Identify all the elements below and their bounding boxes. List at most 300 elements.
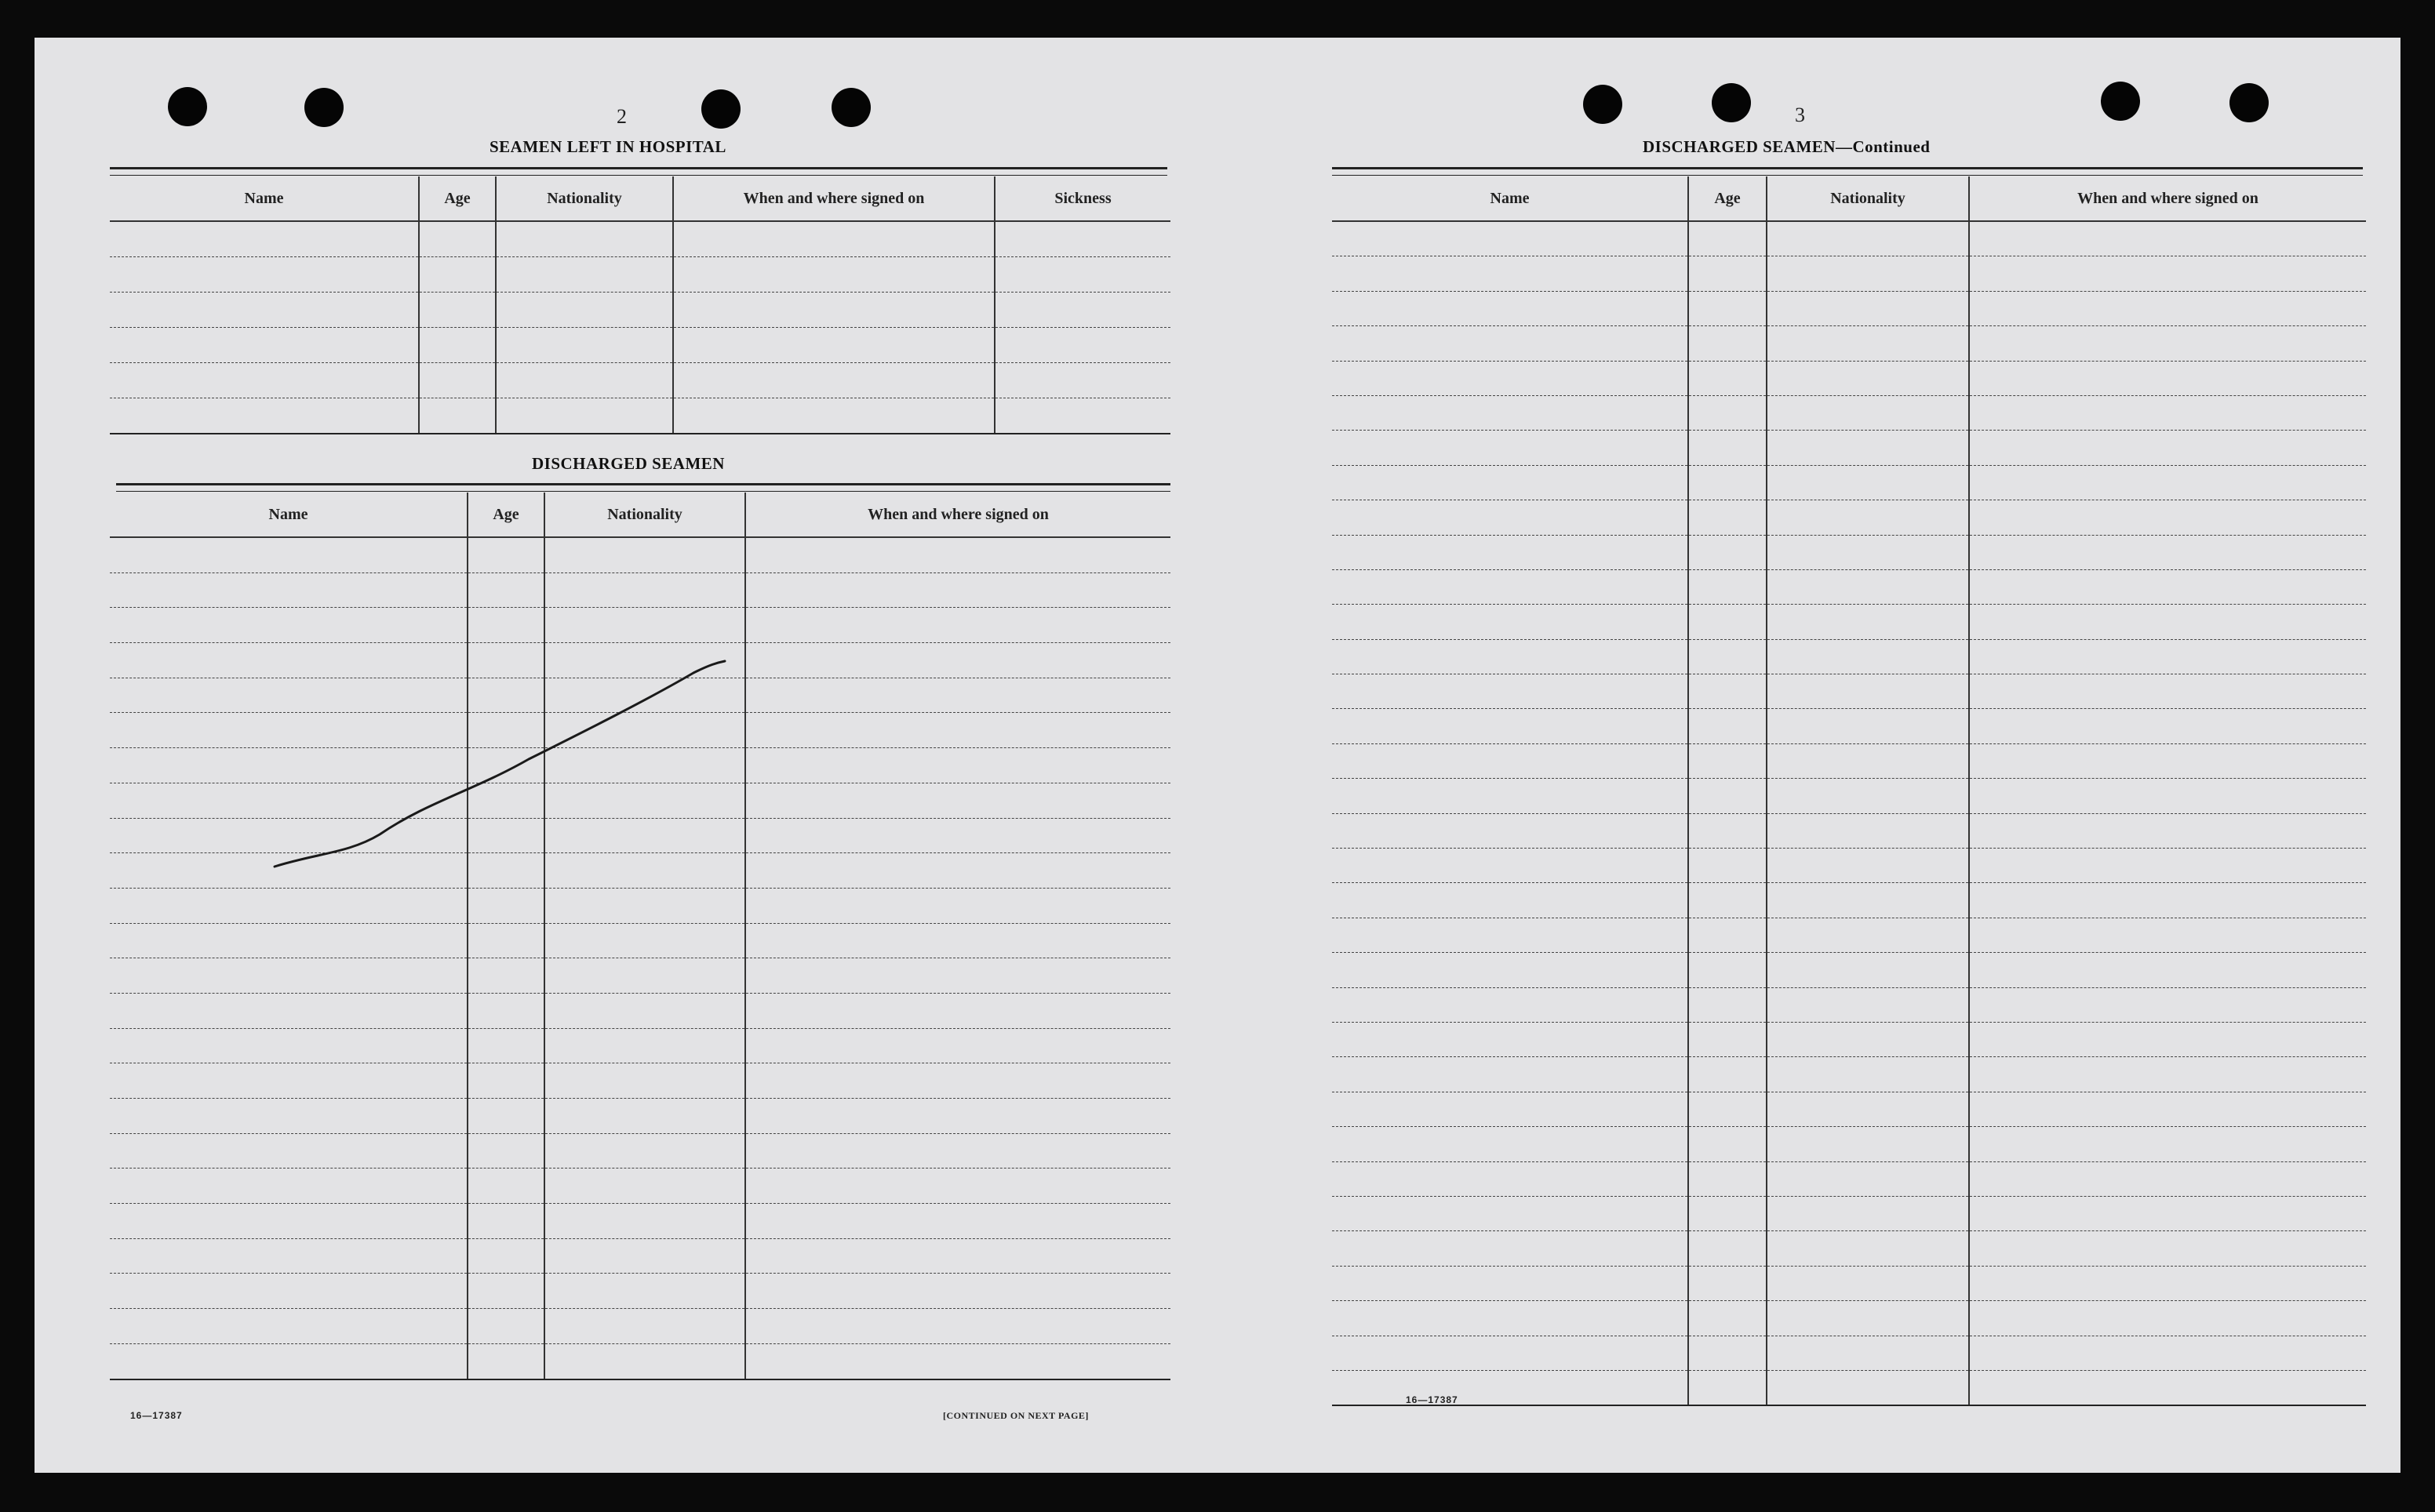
blank-cell [1332, 813, 1688, 848]
blank-entry-row [1332, 1161, 2366, 1196]
blank-cell [544, 958, 745, 994]
blank-cell [1969, 256, 2366, 291]
blank-cell [110, 1063, 468, 1099]
blank-cell [1688, 1370, 1767, 1405]
blank-entry-row [1332, 431, 2366, 465]
punch-hole [304, 88, 344, 127]
double-rule [116, 483, 1170, 492]
blank-cell [1688, 1057, 1767, 1092]
blank-entry-row [110, 818, 1170, 853]
blank-cell [745, 643, 1170, 678]
blank-cell [1767, 361, 1969, 395]
blank-cell [745, 923, 1170, 958]
column-header-age: Age [1688, 176, 1767, 221]
blank-cell [1688, 256, 1767, 291]
blank-cell [468, 678, 544, 713]
blank-cell [419, 257, 496, 293]
blank-cell [673, 328, 995, 363]
column-header-sickness: Sickness [995, 176, 1170, 221]
blank-cell [1688, 709, 1767, 743]
blank-cell [1688, 395, 1767, 430]
column-header-age: Age [419, 176, 496, 221]
blank-cell [1332, 1370, 1688, 1405]
blank-cell [1969, 395, 2366, 430]
blank-cell [1688, 361, 1767, 395]
blank-cell [544, 537, 745, 572]
blank-cell [1969, 1301, 2366, 1336]
blank-cell [1332, 1161, 1688, 1196]
blank-cell [745, 783, 1170, 818]
blank-cell [995, 221, 1170, 257]
blank-cell [995, 328, 1170, 363]
discharged-table [110, 492, 1170, 1380]
blank-cell [110, 1343, 468, 1379]
blank-entry-row [1332, 1336, 2366, 1370]
blank-cell [110, 713, 468, 748]
blank-cell [110, 398, 419, 434]
punch-hole [168, 87, 207, 126]
blank-cell [1969, 1127, 2366, 1161]
blank-cell [468, 1063, 544, 1099]
blank-cell [1332, 605, 1688, 639]
blank-entry-row [1332, 326, 2366, 361]
blank-entry-row [110, 608, 1170, 643]
blank-entry-row [110, 398, 1170, 434]
blank-cell [1688, 918, 1767, 952]
blank-entry-row [110, 888, 1170, 923]
blank-entry-row [1332, 1266, 2366, 1300]
blank-entry-row [1332, 953, 2366, 987]
blank-entry-row [110, 1204, 1170, 1239]
column-header-name: Name [110, 176, 419, 221]
blank-entry-row [1332, 1092, 2366, 1126]
blank-cell [745, 1309, 1170, 1344]
blank-entry-row [110, 993, 1170, 1028]
blank-cell [1332, 743, 1688, 778]
blank-cell [1688, 1336, 1767, 1370]
blank-cell [1969, 918, 2366, 952]
blank-entry-row [110, 783, 1170, 818]
blank-entry-row [110, 958, 1170, 994]
blank-cell [1688, 674, 1767, 709]
blank-cell [468, 643, 544, 678]
blank-cell [745, 608, 1170, 643]
blank-entry-row [1332, 743, 2366, 778]
blank-cell [110, 1274, 468, 1309]
blank-cell [1767, 1196, 1969, 1230]
blank-cell [1969, 674, 2366, 709]
blank-cell [1688, 1161, 1767, 1196]
blank-cell [1969, 500, 2366, 535]
blank-cell [745, 1063, 1170, 1099]
blank-cell [1332, 953, 1688, 987]
column-header-name: Name [110, 492, 468, 537]
blank-entry-row [1332, 883, 2366, 918]
blank-cell [745, 1099, 1170, 1134]
blank-cell [1332, 779, 1688, 813]
blank-cell [544, 783, 745, 818]
blank-cell [496, 398, 673, 434]
blank-cell [745, 537, 1170, 572]
column-header-nationality: Nationality [496, 176, 673, 221]
blank-cell [110, 853, 468, 889]
blank-cell [1969, 465, 2366, 500]
blank-entry-row [1332, 1057, 2366, 1092]
blank-cell [745, 1169, 1170, 1204]
blank-cell [1767, 849, 1969, 883]
blank-entry-row [1332, 1301, 2366, 1336]
blank-cell [1332, 465, 1688, 500]
blank-cell [110, 748, 468, 783]
blank-entry-row [110, 572, 1170, 608]
blank-cell [468, 888, 544, 923]
blank-entry-row [1332, 569, 2366, 604]
punch-hole [1583, 85, 1622, 124]
blank-cell [1767, 1022, 1969, 1056]
blank-cell [110, 1238, 468, 1274]
blank-cell [110, 572, 468, 608]
blank-cell [1969, 849, 2366, 883]
blank-cell [1332, 221, 1688, 256]
blank-cell [544, 1309, 745, 1344]
punch-hole [2101, 82, 2140, 121]
blank-cell [468, 783, 544, 818]
blank-entry-row [1332, 535, 2366, 569]
blank-cell [544, 818, 745, 853]
blank-cell [1767, 953, 1969, 987]
hospital-section-title: SEAMEN LEFT IN HOSPITAL [490, 137, 726, 156]
blank-cell [1767, 1370, 1969, 1405]
blank-cell [1688, 1231, 1767, 1266]
blank-cell [1767, 256, 1969, 291]
right-page [1218, 38, 2400, 1473]
blank-cell [1688, 431, 1767, 465]
column-header-nationality: Nationality [544, 492, 745, 537]
blank-cell [745, 853, 1170, 889]
blank-cell [1332, 709, 1688, 743]
blank-cell [544, 993, 745, 1028]
blank-cell [1969, 953, 2366, 987]
double-rule [110, 167, 1167, 176]
blank-entry-row [1332, 1127, 2366, 1161]
blank-cell [468, 1133, 544, 1169]
blank-cell [1767, 779, 1969, 813]
blank-cell [1332, 849, 1688, 883]
blank-cell [745, 958, 1170, 994]
blank-cell [468, 572, 544, 608]
blank-entry-row [1332, 465, 2366, 500]
blank-cell [468, 958, 544, 994]
blank-cell [745, 818, 1170, 853]
blank-cell [745, 1274, 1170, 1309]
blank-cell [745, 572, 1170, 608]
blank-entry-row [1332, 221, 2366, 256]
blank-cell [496, 293, 673, 328]
blank-cell [1332, 639, 1688, 674]
blank-cell [1767, 987, 1969, 1022]
blank-cell [544, 572, 745, 608]
blank-entry-row [110, 853, 1170, 889]
blank-cell [496, 221, 673, 257]
blank-cell [1969, 361, 2366, 395]
blank-cell [1332, 1231, 1688, 1266]
blank-cell [1767, 535, 1969, 569]
blank-entry-row [110, 363, 1170, 398]
blank-cell [1332, 1266, 1688, 1300]
blank-cell [110, 608, 468, 643]
blank-cell [544, 1028, 745, 1063]
blank-cell [1688, 605, 1767, 639]
blank-cell [468, 923, 544, 958]
blank-cell [1969, 987, 2366, 1022]
blank-cell [1767, 1161, 1969, 1196]
blank-cell [1332, 1022, 1688, 1056]
discharged-section-title: DISCHARGED SEAMEN [532, 454, 725, 473]
blank-cell [1969, 709, 2366, 743]
blank-cell [110, 818, 468, 853]
blank-entry-row [110, 1169, 1170, 1204]
blank-entry-row [110, 748, 1170, 783]
blank-cell [1332, 1301, 1688, 1336]
blank-cell [1767, 709, 1969, 743]
punch-hole [701, 89, 741, 129]
blank-cell [1332, 883, 1688, 918]
blank-cell [468, 1309, 544, 1344]
blank-cell [745, 1343, 1170, 1379]
blank-cell [419, 221, 496, 257]
blank-cell [745, 993, 1170, 1028]
blank-cell [1332, 256, 1688, 291]
blank-cell [1332, 1092, 1688, 1126]
blank-cell [468, 993, 544, 1028]
blank-entry-row [110, 1309, 1170, 1344]
blank-cell [1688, 743, 1767, 778]
blank-cell [419, 363, 496, 398]
blank-cell [544, 923, 745, 958]
blank-cell [1688, 465, 1767, 500]
blank-cell [419, 328, 496, 363]
blank-entry-row [1332, 639, 2366, 674]
blank-cell [1688, 987, 1767, 1022]
blank-cell [1969, 1022, 2366, 1056]
blank-entry-row [1332, 1196, 2366, 1230]
blank-entry-row [110, 643, 1170, 678]
blank-cell [1332, 1336, 1688, 1370]
blank-cell [1969, 639, 2366, 674]
blank-entry-row [1332, 1231, 2366, 1266]
blank-entry-row [1332, 987, 2366, 1022]
blank-cell [468, 608, 544, 643]
blank-cell [1969, 813, 2366, 848]
blank-entry-row [110, 1133, 1170, 1169]
blank-cell [1688, 1127, 1767, 1161]
blank-cell [544, 853, 745, 889]
blank-cell [110, 888, 468, 923]
blank-cell [1767, 221, 1969, 256]
blank-cell [1688, 569, 1767, 604]
blank-cell [544, 1238, 745, 1274]
blank-cell [468, 1169, 544, 1204]
column-header-name: Name [1332, 176, 1688, 221]
blank-cell [1767, 918, 1969, 952]
blank-cell [1688, 1196, 1767, 1230]
blank-cell [1767, 291, 1969, 325]
blank-cell [745, 748, 1170, 783]
blank-cell [1688, 779, 1767, 813]
blank-cell [745, 888, 1170, 923]
blank-cell [995, 293, 1170, 328]
blank-cell [544, 643, 745, 678]
blank-cell [745, 1028, 1170, 1063]
blank-cell [1969, 779, 2366, 813]
blank-cell [1332, 395, 1688, 430]
blank-cell [468, 1099, 544, 1134]
blank-cell [995, 363, 1170, 398]
blank-cell [496, 328, 673, 363]
double-rule [1332, 167, 2363, 176]
discharged-continued-title-text: DISCHARGED SEAMEN [1643, 137, 1836, 156]
blank-cell [1767, 395, 1969, 430]
blank-cell [1969, 605, 2366, 639]
blank-cell [110, 993, 468, 1028]
blank-cell [1767, 743, 1969, 778]
blank-cell [1332, 1057, 1688, 1092]
blank-cell [110, 1309, 468, 1344]
blank-cell [1332, 500, 1688, 535]
blank-entry-row [1332, 605, 2366, 639]
punch-hole [2229, 83, 2269, 122]
blank-cell [544, 1099, 745, 1134]
blank-cell [1767, 639, 1969, 674]
blank-cell [1767, 326, 1969, 361]
blank-cell [1688, 535, 1767, 569]
column-header-signed-on: When and where signed on [1969, 176, 2366, 221]
blank-entry-row [1332, 1370, 2366, 1405]
blank-entry-row [110, 537, 1170, 572]
blank-cell [468, 1028, 544, 1063]
blank-cell [468, 1238, 544, 1274]
blank-cell [1767, 431, 1969, 465]
blank-cell [544, 748, 745, 783]
blank-cell [673, 257, 995, 293]
blank-cell [110, 1133, 468, 1169]
blank-cell [110, 643, 468, 678]
blank-cell [1332, 361, 1688, 395]
blank-entry-row [1332, 256, 2366, 291]
blank-cell [745, 1133, 1170, 1169]
continued-suffix: —Continued [1835, 137, 1931, 156]
blank-cell [1332, 431, 1688, 465]
blank-cell [110, 257, 419, 293]
blank-cell [745, 713, 1170, 748]
blank-cell [1332, 987, 1688, 1022]
blank-cell [110, 293, 419, 328]
blank-cell [110, 537, 468, 572]
discharged-continued-title [1643, 137, 1930, 157]
blank-cell [1969, 1336, 2366, 1370]
blank-cell [1969, 535, 2366, 569]
blank-cell [1332, 291, 1688, 325]
blank-cell [1767, 1057, 1969, 1092]
column-header-signed-on: When and where signed on [673, 176, 995, 221]
blank-cell [468, 818, 544, 853]
blank-cell [1767, 1092, 1969, 1126]
blank-cell [1688, 326, 1767, 361]
blank-cell [110, 923, 468, 958]
blank-cell [544, 1274, 745, 1309]
blank-cell [1969, 1092, 2366, 1126]
blank-cell [1969, 883, 2366, 918]
form-code: 16—17387 [1406, 1394, 1458, 1405]
blank-cell [1767, 569, 1969, 604]
blank-entry-row [110, 678, 1170, 713]
blank-entry-row [110, 1063, 1170, 1099]
blank-entry-row [1332, 1022, 2366, 1056]
hospital-table [110, 176, 1170, 434]
blank-cell [468, 853, 544, 889]
blank-cell [468, 748, 544, 783]
blank-cell [673, 221, 995, 257]
blank-entry-row [1332, 813, 2366, 848]
blank-cell [1969, 431, 2366, 465]
left-page [35, 38, 1218, 1473]
blank-cell [1767, 1231, 1969, 1266]
blank-entry-row [1332, 779, 2366, 813]
blank-entry-row [1332, 918, 2366, 952]
blank-cell [110, 1028, 468, 1063]
blank-cell [110, 958, 468, 994]
blank-cell [544, 608, 745, 643]
blank-cell [1688, 1301, 1767, 1336]
blank-cell [1767, 1301, 1969, 1336]
blank-cell [1688, 1266, 1767, 1300]
blank-cell [1688, 291, 1767, 325]
blank-entry-row [110, 1343, 1170, 1379]
column-header-signed-on: When and where signed on [745, 492, 1170, 537]
blank-cell [544, 1063, 745, 1099]
blank-cell [1767, 1336, 1969, 1370]
blank-cell [110, 1204, 468, 1239]
blank-cell [1969, 1196, 2366, 1230]
blank-cell [1688, 1022, 1767, 1056]
blank-cell [419, 293, 496, 328]
blank-entry-row [110, 923, 1170, 958]
blank-cell [1332, 535, 1688, 569]
blank-entry-row [1332, 395, 2366, 430]
blank-entry-row [1332, 849, 2366, 883]
blank-entry-row [110, 1028, 1170, 1063]
blank-entry-row [1332, 500, 2366, 535]
blank-entry-row [1332, 291, 2366, 325]
blank-cell [468, 537, 544, 572]
blank-cell [1767, 1127, 1969, 1161]
blank-cell [544, 1343, 745, 1379]
table-header-row [110, 492, 1170, 537]
blank-cell [544, 678, 745, 713]
blank-cell [1332, 918, 1688, 952]
punch-hole [832, 88, 871, 127]
blank-cell [496, 257, 673, 293]
blank-cell [1969, 326, 2366, 361]
blank-cell [1332, 674, 1688, 709]
table-header-row [1332, 176, 2366, 221]
blank-cell [110, 783, 468, 818]
blank-cell [1332, 569, 1688, 604]
blank-cell [1688, 953, 1767, 987]
blank-cell [110, 1169, 468, 1204]
blank-entry-row [110, 328, 1170, 363]
blank-cell [1767, 813, 1969, 848]
